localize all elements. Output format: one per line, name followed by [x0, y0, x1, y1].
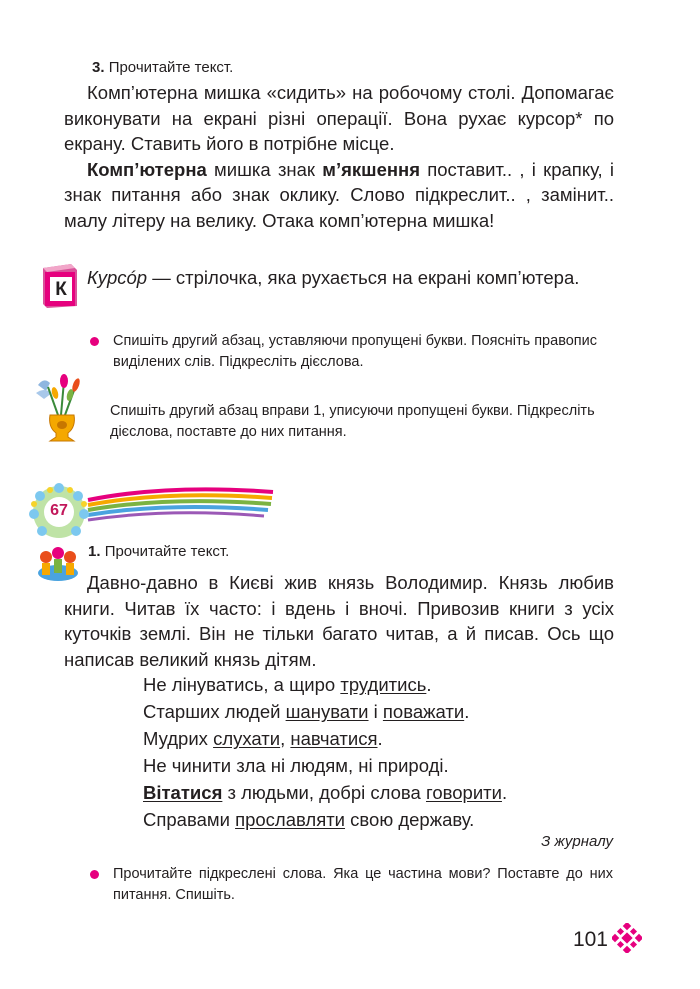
poem-line-6: Справами прославляти свою державу.: [143, 809, 475, 830]
underlined-word: трудитись: [340, 674, 427, 695]
task1-text: [64, 570, 614, 672]
lesson-number: 67: [50, 502, 68, 519]
underlined-word: прославляти: [235, 809, 346, 830]
ornament-icon: [612, 923, 642, 953]
underlined-word: говорити: [425, 782, 502, 803]
task1-heading: [88, 543, 229, 560]
page-number: 101: [572, 928, 608, 951]
dictionary-badge-letter: К: [55, 279, 67, 300]
task3-paragraph-1: Комп’ютерна мишка «сидить» на робочому столі. Допомагає виконувати на екрані різні операції. Вона рухає курсор* по екрану. Ставить його в потрібне місце.: [64, 82, 614, 154]
poem-line-1: Не лінуватись, а щиро трудитись.: [143, 674, 432, 695]
poem-line-5: Вітатися з людьми, добрі слова говорити.: [143, 782, 508, 803]
poem-line-2: Старших людей шанувати і поважати.: [143, 701, 470, 722]
bullet-marker: [90, 337, 99, 346]
bold-word-1: Комп’ютерна: [87, 158, 207, 180]
task1-instruction: Прочитайте текст.: [104, 543, 230, 560]
underlined-word: шанувати: [285, 701, 369, 722]
dictionary-definition: — стрілочка, яка рухається на екрані комп’ютера.: [147, 267, 580, 288]
vase-flowers-icon: [30, 373, 92, 445]
bullet2-text: Прочитайте підкреслені слова. Яка це частина мови? Поставте до них питання. Спишіть.: [113, 866, 613, 903]
task3-paragraph-2: Комп’ютерна мишка знак м’якшення поставит.. , і крапку, і знак питання або знак оклику. Слово підкреслит.. , замінит.. малу літеру на велику. Отака комп’ютерна мишка!: [64, 158, 614, 231]
bold-word-2: м’якшення: [322, 158, 420, 180]
bullet1-text: Спишіть другий абзац, уставляючи пропущені букви. Поясніть правопис виділених слів. Підкресліть дієслова.: [113, 333, 597, 370]
underlined-word: слухати: [213, 728, 281, 749]
task3-text: [64, 80, 614, 233]
task3-number: 3.: [92, 59, 105, 76]
task3-heading: [92, 59, 233, 76]
underlined-word: поважати: [382, 701, 465, 722]
task1-paragraph: Давно-давно в Києві жив князь Володимир. Князь любив книги. Читав їх часто: і вдень і вночі. Привозив книги з усіх куточків землі. Він не тільки багато читав, а й писав. Ось що написав великий князь дітям.: [64, 572, 614, 670]
dictionary-book-icon: [37, 262, 81, 310]
dictionary-term: Курсóр: [87, 267, 148, 288]
task1-number: 1.: [88, 543, 101, 560]
underlined-word: навчатися: [290, 728, 378, 749]
bold-underlined-word: Вітатися: [143, 782, 223, 803]
bullet-marker: [90, 870, 99, 879]
source-note: З журналу: [541, 833, 613, 850]
poem-line-4: Не чинити зла ні людям, ні природі.: [143, 755, 449, 776]
lesson-badge: [28, 478, 278, 540]
poem: [143, 674, 613, 836]
poem-line-3: Мудрих слухати, навчатися.: [143, 728, 383, 749]
dictionary-entry: [87, 265, 612, 291]
vase-task-text: Спишіть другий абзац вправи 1, уписуючи пропущені букви. Підкресліть дієслова, поставте до них питання.: [110, 403, 595, 440]
task3-instruction: Прочитайте текст.: [108, 59, 234, 76]
